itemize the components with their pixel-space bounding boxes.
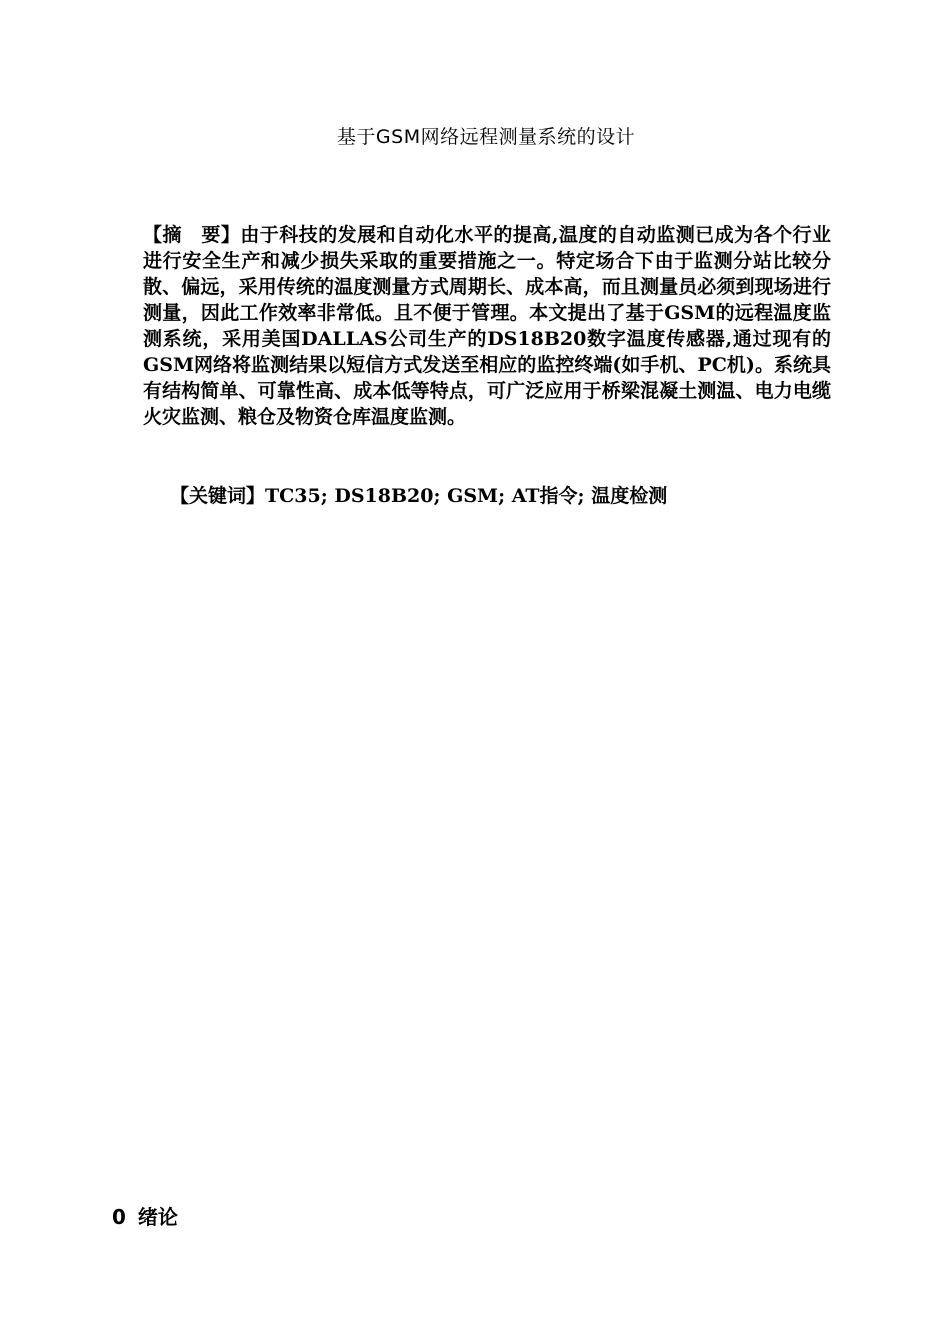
document-title: 基于GSM网络远程测量系统的设计 — [336, 126, 636, 148]
abstract-paragraph — [143, 222, 831, 430]
abstract-text: 由于科技的发展和自动化水平的提高,温度的自动监测已成为各个行业进行安全生产和减少损失采取的重要措施之一。特定场合下由于监测分站比较分散、偏远，采用传统的温度测量方式周期长、成本高，而且测量员必须到现场进行测量，因此工作效率非常低。且不便于管理。本文提出了基于GSM的远程温度监测系统，采用美国DALLAS公司生产的DS18B20数字温度传感器,通过现有的GSM网络将监测结果以短信方式发送至相应的监控终端(如手机、PC机)。系统具有结构简单、可靠性高、成本低等特点，可广泛应用于桥梁混凝土测温、电力电缆火灾监测、粮仓及物资仓库温度监测。 — [143, 224, 831, 428]
section-number: 0 — [112, 1205, 126, 1229]
section-heading — [112, 1203, 178, 1231]
keywords-paragraph — [170, 482, 850, 510]
keywords-text: TC35; DS18B20; GSM; AT指令; 温度检测 — [265, 485, 668, 507]
section-title: 绪论 — [137, 1205, 178, 1229]
keywords-label: 【关键词】 — [170, 485, 266, 507]
abstract-label: 【摘 要】 — [143, 224, 241, 246]
